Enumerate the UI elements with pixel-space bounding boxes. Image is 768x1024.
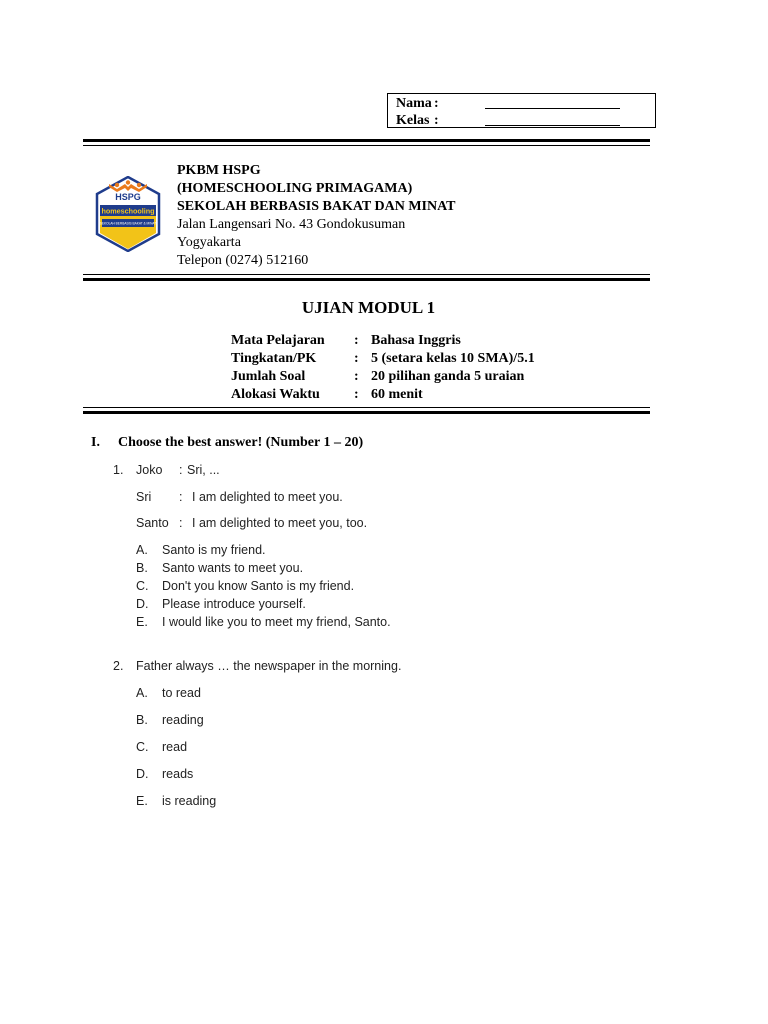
info-rule-thick: [83, 411, 650, 414]
section-heading: [91, 435, 363, 451]
school-city: Yogyakarta: [177, 235, 241, 250]
name-blank-line[interactable]: [485, 108, 620, 109]
question-1-line-2: I am delighted to meet you, too.: [192, 516, 368, 530]
school-logo: [95, 176, 161, 252]
question-1-option-b[interactable]: [136, 560, 303, 576]
exam-info-value-subject: Bahasa Inggris: [371, 333, 461, 348]
option-letter: E.: [136, 794, 148, 808]
question-2-option-a[interactable]: [136, 685, 201, 701]
student-info-box: [387, 93, 656, 128]
option-letter: A.: [136, 543, 148, 557]
school-name: PKBM HSPG: [177, 163, 261, 178]
option-text: reading: [162, 713, 204, 727]
exam-info-label-0: Mata Pelajaran: [231, 333, 325, 348]
question-1-option-d[interactable]: [136, 596, 306, 612]
logo-text-top: HSPG: [115, 192, 141, 202]
option-text: I would like you to meet my friend, Santo.: [162, 615, 391, 629]
question-1-number: 1.: [113, 463, 124, 477]
question-1-colon-2: :: [179, 516, 183, 530]
exam-info-label-1: Tingkatan/PK: [231, 351, 317, 366]
option-letter: C.: [136, 740, 149, 754]
header-bottom-rule-thin: [83, 274, 650, 275]
question-1-speaker-1: Sri: [136, 490, 152, 504]
exam-info-value-time: 60 menit: [371, 387, 423, 402]
question-2-option-d[interactable]: [136, 766, 193, 782]
school-address: Jalan Langensari No. 43 Gondokusuman: [177, 217, 406, 232]
option-letter: B.: [136, 561, 148, 575]
question-2-stem: Father always … the newspaper in the morning.: [136, 659, 402, 673]
name-label: Nama: [396, 96, 432, 111]
exam-info-label-3: Alokasi Waktu: [231, 387, 320, 402]
exam-info-value-count: 20 pilihan ganda 5 uraian: [371, 369, 525, 384]
option-letter: D.: [136, 767, 149, 781]
class-label: Kelas: [396, 113, 430, 128]
option-text: to read: [162, 686, 201, 700]
option-text: Santo is my friend.: [162, 543, 266, 557]
option-letter: C.: [136, 579, 149, 593]
option-text: reads: [162, 767, 194, 781]
exam-info-label-2: Jumlah Soal: [231, 369, 306, 384]
option-text: Don't you know Santo is my friend.: [162, 579, 355, 593]
school-subname: (HOMESCHOOLING PRIMAGAMA): [177, 181, 413, 196]
exam-info-colon-2: :: [354, 369, 359, 384]
question-1-line-1: I am delighted to meet you.: [192, 490, 343, 504]
question-1-speaker-0: Joko: [136, 463, 163, 477]
info-rule-thin: [83, 407, 650, 408]
option-letter: B.: [136, 713, 148, 727]
exam-info-colon-3: :: [354, 387, 359, 402]
option-letter: D.: [136, 597, 149, 611]
question-2-number: 2.: [113, 659, 124, 673]
name-colon: :: [434, 96, 439, 111]
header-rule-thin: [83, 145, 650, 146]
logo-text-bottom: SEKOLAH BERBASIS BAKAT & MINAT: [99, 221, 157, 226]
question-1-line-0: Sri, ...: [187, 463, 220, 477]
header-rule-thick: [83, 139, 650, 142]
header-bottom-rule-thick: [83, 278, 650, 281]
question-1-option-e[interactable]: [136, 614, 391, 630]
question-1-option-c[interactable]: [136, 578, 354, 594]
exam-info-value-level: 5 (setara kelas 10 SMA)/5.1: [371, 351, 535, 366]
option-letter: E.: [136, 615, 148, 629]
question-1-colon-1: :: [179, 490, 183, 504]
class-row: [396, 112, 446, 129]
question-2-option-c[interactable]: [136, 739, 187, 755]
option-text: Santo wants to meet you.: [162, 561, 304, 575]
class-blank-line[interactable]: [485, 125, 620, 126]
section-number: I.: [91, 435, 100, 450]
exam-info-colon-1: :: [354, 351, 359, 366]
name-row: [396, 95, 446, 112]
section-instruction: Choose the best answer! (Number 1 – 20): [118, 435, 364, 450]
question-2-option-e[interactable]: [136, 793, 216, 809]
question-2-option-b[interactable]: [136, 712, 204, 728]
question-1-option-a[interactable]: [136, 542, 266, 558]
exam-info-colon-0: :: [354, 333, 359, 348]
exam-title: UJIAN MODUL 1: [301, 298, 436, 317]
logo-text-mid: homeschooling: [101, 206, 155, 216]
school-phone: Telepon (0274) 512160: [177, 253, 309, 268]
option-text: is reading: [162, 794, 217, 808]
option-letter: A.: [136, 686, 148, 700]
option-text: Please introduce yourself.: [162, 597, 306, 611]
question-1-colon-0: :: [179, 463, 183, 477]
school-tagline: SEKOLAH BERBASIS BAKAT DAN MINAT: [177, 199, 456, 214]
question-1-speaker-2: Santo: [136, 516, 169, 530]
option-text: read: [162, 740, 188, 754]
class-colon: :: [434, 113, 439, 128]
